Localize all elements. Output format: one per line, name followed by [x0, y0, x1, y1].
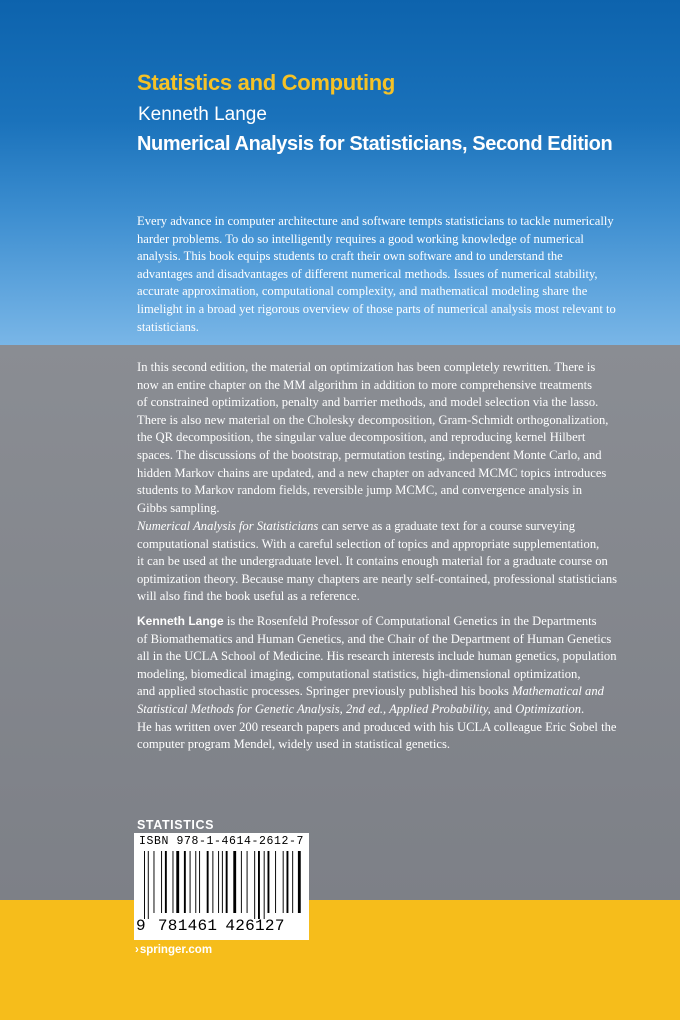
barcode-bar	[190, 851, 191, 913]
blurb-line	[137, 518, 619, 536]
barcode-bar	[226, 851, 228, 913]
publisher-website[interactable]	[135, 944, 212, 956]
blurb-text: and applied stochastic processes. Springer previously published his books	[137, 684, 512, 699]
series-name: Statistics and Computing	[137, 70, 396, 95]
blurb-line: accurate approximation, computational complexity, and mathematical modeling share the	[137, 284, 588, 299]
barcode-bar	[199, 851, 200, 913]
blurb-paragraph-3	[137, 518, 619, 606]
blurb-text: is the Rosenfeld Professor of Computational Genetics in the Departments	[223, 614, 597, 628]
barcode-bar	[268, 851, 270, 913]
barcode-bar	[298, 851, 301, 913]
book-title-italic: Optimization	[515, 701, 582, 716]
yellow-footer-band	[0, 900, 680, 1020]
blurb-paragraph-2	[137, 359, 619, 517]
blurb-line	[137, 613, 619, 631]
ean-right-group: 426127	[225, 917, 285, 935]
blurb-line: computer program Mendel, widely used in statistical genetics.	[137, 737, 451, 752]
blurb-line: advantages and disadvantages of different numerical methods. Issues of numerical stability,	[137, 266, 598, 281]
barcode-bar	[247, 851, 248, 913]
barcode-bar	[222, 851, 223, 913]
blurb-line: Every advance in computer architecture and software tempts statisticians to tackle numerically	[137, 214, 614, 228]
blurb-line: will also find the book useful as a reference.	[137, 589, 360, 604]
ean-digits	[136, 917, 285, 935]
blurb-line: There is also new material on the Cholesky decomposition, Gram-Schmidt orthogonalization,	[137, 412, 609, 427]
blurb-line: spaces. The discussions of the bootstrap, permutation testing, independent Monte Carlo, and	[137, 447, 602, 462]
barcode-bar	[212, 851, 213, 913]
isbn-number: ISBN 978-1-4614-2612-7	[139, 835, 305, 848]
blurb-text: .	[581, 701, 585, 716]
author-name: Kenneth Lange	[138, 104, 267, 125]
blurb-line: the QR decomposition, the singular value decomposition, and reproducing kernel Hilbert	[137, 430, 586, 445]
blurb-line	[137, 701, 619, 719]
barcode-bar	[144, 851, 145, 919]
blurb-line: optimization theory. Because many chapters are nearly self-contained, professional statisticians	[137, 571, 618, 586]
barcode-bar	[165, 851, 167, 913]
blurb-text: can serve as a graduate text for a course surveying	[318, 519, 576, 533]
blurb-line: computational statistics. With a careful selection of topics and appropriate supplementation,	[137, 536, 600, 551]
blurb-line: statisticians.	[137, 319, 199, 334]
book-title-italic: Mathematical and	[511, 684, 604, 699]
blurb-line: it can be used at the undergraduate level. It contains enough material for a graduate course on	[137, 554, 608, 569]
blurb-paragraph-1	[137, 213, 619, 336]
book-title-italic: Statistical Methods for Genetic Analysis, 2nd ed., Applied Probability,	[137, 701, 491, 716]
blurb-line: In this second edition, the material on optimization has been completely rewritten. There is	[137, 360, 596, 374]
blurb-text: and	[490, 701, 516, 716]
chevron-right-icon: ›	[135, 944, 139, 956]
barcode-bar	[258, 851, 260, 919]
barcode-bar	[292, 851, 293, 913]
barcode-bar	[283, 851, 284, 913]
barcode-bar	[184, 851, 186, 913]
barcode-bar	[207, 851, 209, 913]
blurb-line	[137, 683, 619, 701]
blurb-line: students to Markov random fields, reversible jump MCMC, and convergence analysis in	[137, 483, 583, 498]
blurb-line: He has written over 200 research papers and produced with his UCLA colleague Eric Sobel the	[137, 719, 617, 734]
author-bold: Kenneth Lange	[137, 614, 224, 628]
blurb-line: harder problems. To do so intelligently requires a good working knowledge of numerical	[137, 231, 584, 246]
barcode-bar	[161, 851, 162, 913]
blurb-line: limelight in a broad yet rigorous overview of those parts of numerical analysis most relevant to	[137, 301, 616, 316]
ean-left-group: 781461	[157, 917, 218, 935]
barcode-bars	[138, 851, 304, 919]
blurb-line: all in the UCLA School of Medicine. His research interests include human genetics, population	[137, 649, 617, 664]
barcode-bar	[195, 851, 196, 913]
barcode-bar	[176, 851, 179, 913]
barcode-bar	[154, 851, 155, 913]
barcode-bar	[148, 851, 149, 919]
author-bio	[137, 613, 619, 754]
blurb-line: now an entire chapter on the MM algorithm in addition to more comprehensive treatments	[137, 377, 592, 392]
barcode-bar	[241, 851, 242, 913]
ean-first-digit: 9	[136, 917, 146, 935]
blurb-line: modeling, biomedical imaging, computational statistics, high-dimensional optimization,	[137, 666, 581, 681]
barcode-bar	[233, 851, 236, 913]
book-title: Numerical Analysis for Statisticians, Second Edition	[137, 133, 613, 155]
subject-label: STATISTICS	[137, 818, 215, 832]
book-title-italic: Numerical Analysis for Statisticians	[137, 519, 319, 533]
website-text: springer.com	[139, 944, 213, 956]
barcode-bar	[173, 851, 174, 913]
blurb-line: of Biomathematics and Human Genetics, and the Chair of the Department of Human Genetics	[137, 631, 612, 646]
isbn-barcode	[134, 833, 309, 940]
blurb-line: Gibbs sampling.	[137, 500, 220, 515]
barcode-bar	[287, 851, 289, 913]
blurb-line: analysis. This book equips students to craft their own software and to understand the	[137, 249, 563, 264]
barcode-bar	[264, 851, 265, 919]
blurb-line: hidden Markov chains are updated, and a new chapter on advanced MCMC topics introduces	[137, 465, 607, 480]
barcode-bar	[275, 851, 276, 913]
barcode-bar	[218, 851, 219, 913]
blurb-line: of constrained optimization, penalty and barrier methods, and model selection via the lasso.	[137, 395, 599, 410]
barcode-bar	[254, 851, 255, 919]
